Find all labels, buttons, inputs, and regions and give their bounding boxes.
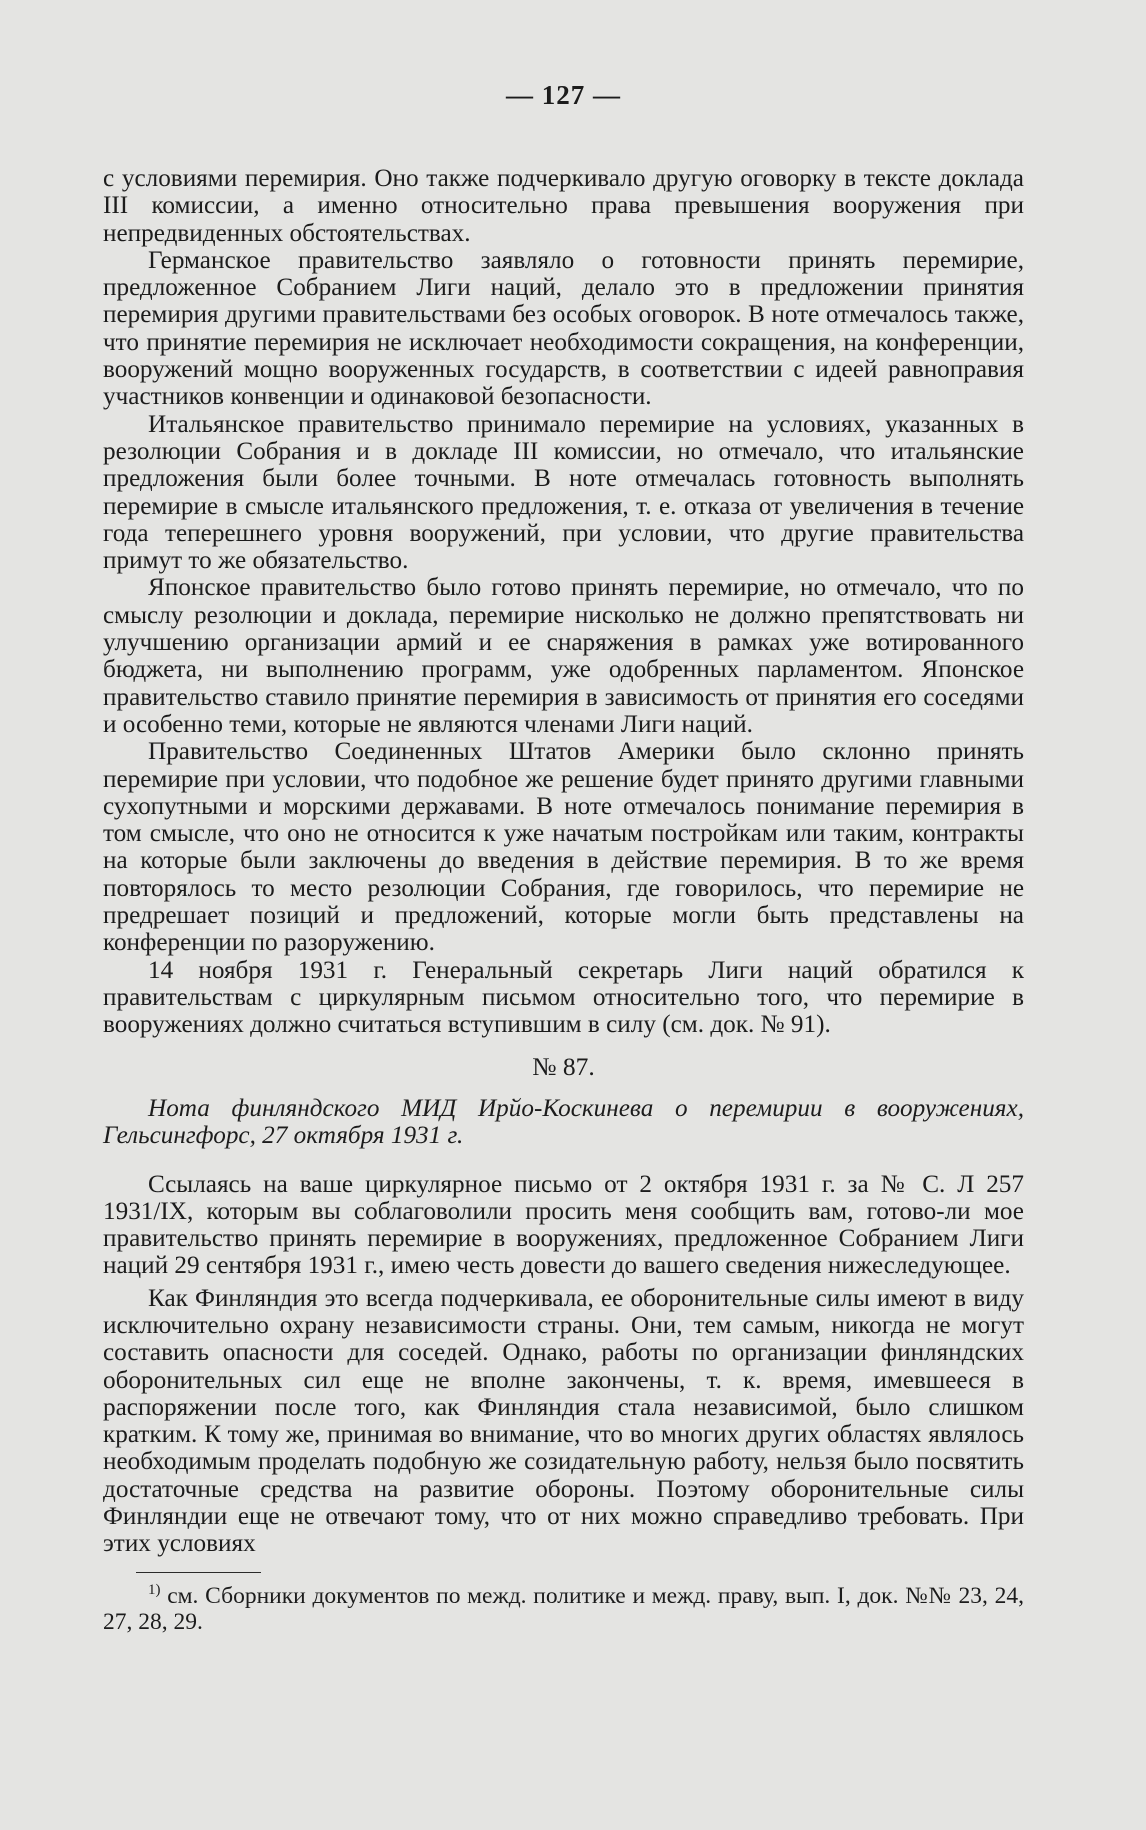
paragraph: 14 ноября 1931 г. Генеральный секретарь Лиги наций обратился к правительствам с циркулярным письмом относительно того, что перемирие в вооружениях должно считаться вступившим в силу (см. док. № 91). — [103, 956, 1024, 1039]
document-title: Нота финляндского МИД Ирйо-Коскинева о перемирии в вооружениях, Гельсингфорс, 27 октября 1931 г. — [103, 1094, 1024, 1149]
footnote-text: см. Сборники документов по межд. политике и межд. праву, вып. I, док. №№ 23, 24, 27, 28, 29. — [103, 1582, 1024, 1636]
paragraph: Японское правительство было готово принять перемирие, но отмечало, что по смыслу резолюции и доклада, перемирие нисколько не должно препятствовать ни улучшению организации армий и ее снаряжения в рамках уже вотированного бюджета, ни выполнению программ, уже одобренных парламентом. Японское правительство ставило принятие перемирия в зависимость от принятия его соседями и особенно теми, которые не являются членами Лиги наций. — [103, 574, 1024, 738]
paragraph: Германское правительство заявляло о готовности принять перемирие, предложенное Собранием Лиги наций, делало это в предложении принятия перемирия другими правительствами без особых оговорок. В ноте отмечалось также, что принятие перемирия не исключает необходимости сокращения, на конференции, вооружений мощно вооруженных государств, в соответствии с идеей равноправия участников конвенции и одинаковой безопасности. — [103, 246, 1024, 411]
paragraph: Правительство Соединенных Штатов Америки было склонно принять перемирие при условии, что подобное же решение будет принято другими главными сухопутными и морскими державами. В ноте отмечалось понимание перемирия в том смысле, что оно не относится к уже начатым постройкам или таким, контракты на которые были заключены до введения в действие перемирия. В то же время повторялось то место резолюции Собрания, где говорилось, что перемирие не предрешает позиций и предложений, которые могли быть представлены на конференции по разоружению. — [103, 738, 1024, 957]
paragraph: с условиями перемирия. Оно также подчеркивало другую оговорку в тексте доклада III комиссии, а именно относительно права превышения вооружения при непредвиденных обстоятельствах. — [103, 165, 1024, 247]
paragraph: Ссылаясь на ваше циркулярное письмо от 2 октября 1931 г. за № С. Л 257 1931/IX, которым вы соблаговолили просить меня сообщить вам, готово-ли мое правительство принять перемирие в вооружениях, предложенное Собранием Лиги наций 29 сентября 1931 г., имею честь довести до вашего сведения нижеследующее. — [103, 1170, 1024, 1280]
footnote-marker: 1) — [148, 1581, 161, 1598]
body-text — [103, 165, 1024, 1039]
paragraph: Как Финляндия это всегда подчеркивала, ее оборонительные силы имеют в виду исключительно охрану независимости страны. Они, тем самым, никогда не могут составить опасности для соседей. Однако, работы по организации финляндских оборонительных сил еще не вполне закончены, т. к. время, имевшееся в распоряжении после того, как Финляндия стала независимой, было слишком кратким. К тому же, принимая во внимание, что во многих других областях являлось необходимым проделать подобную же созидательную работу, нельзя было посвятить достаточные средства на развитие обороны. Поэтому оборонительные силы Финляндии еще не отвечают тому, что от них можно справедливо требовать. При этих условиях — [103, 1284, 1024, 1558]
document-body — [103, 1171, 1024, 1558]
paragraph: Итальянское правительство принимало перемирие на условиях, указанных в резолюции Собрания и в докладе III комиссии, но отмечало, что итальянские предложения были более точными. В ноте отмечалась готовность выполнять перемирие в смысле итальянского предложения, т. е. отказа от увеличения в течение года теперешнего уровня вооружений, при условии, что другие правительства примут то же обязательство. — [103, 410, 1024, 575]
footnote-divider — [136, 1572, 261, 1573]
page-number: — 127 — — [506, 80, 621, 110]
footnote — [103, 1583, 1024, 1636]
document-number: № 87. — [532, 1051, 595, 1081]
